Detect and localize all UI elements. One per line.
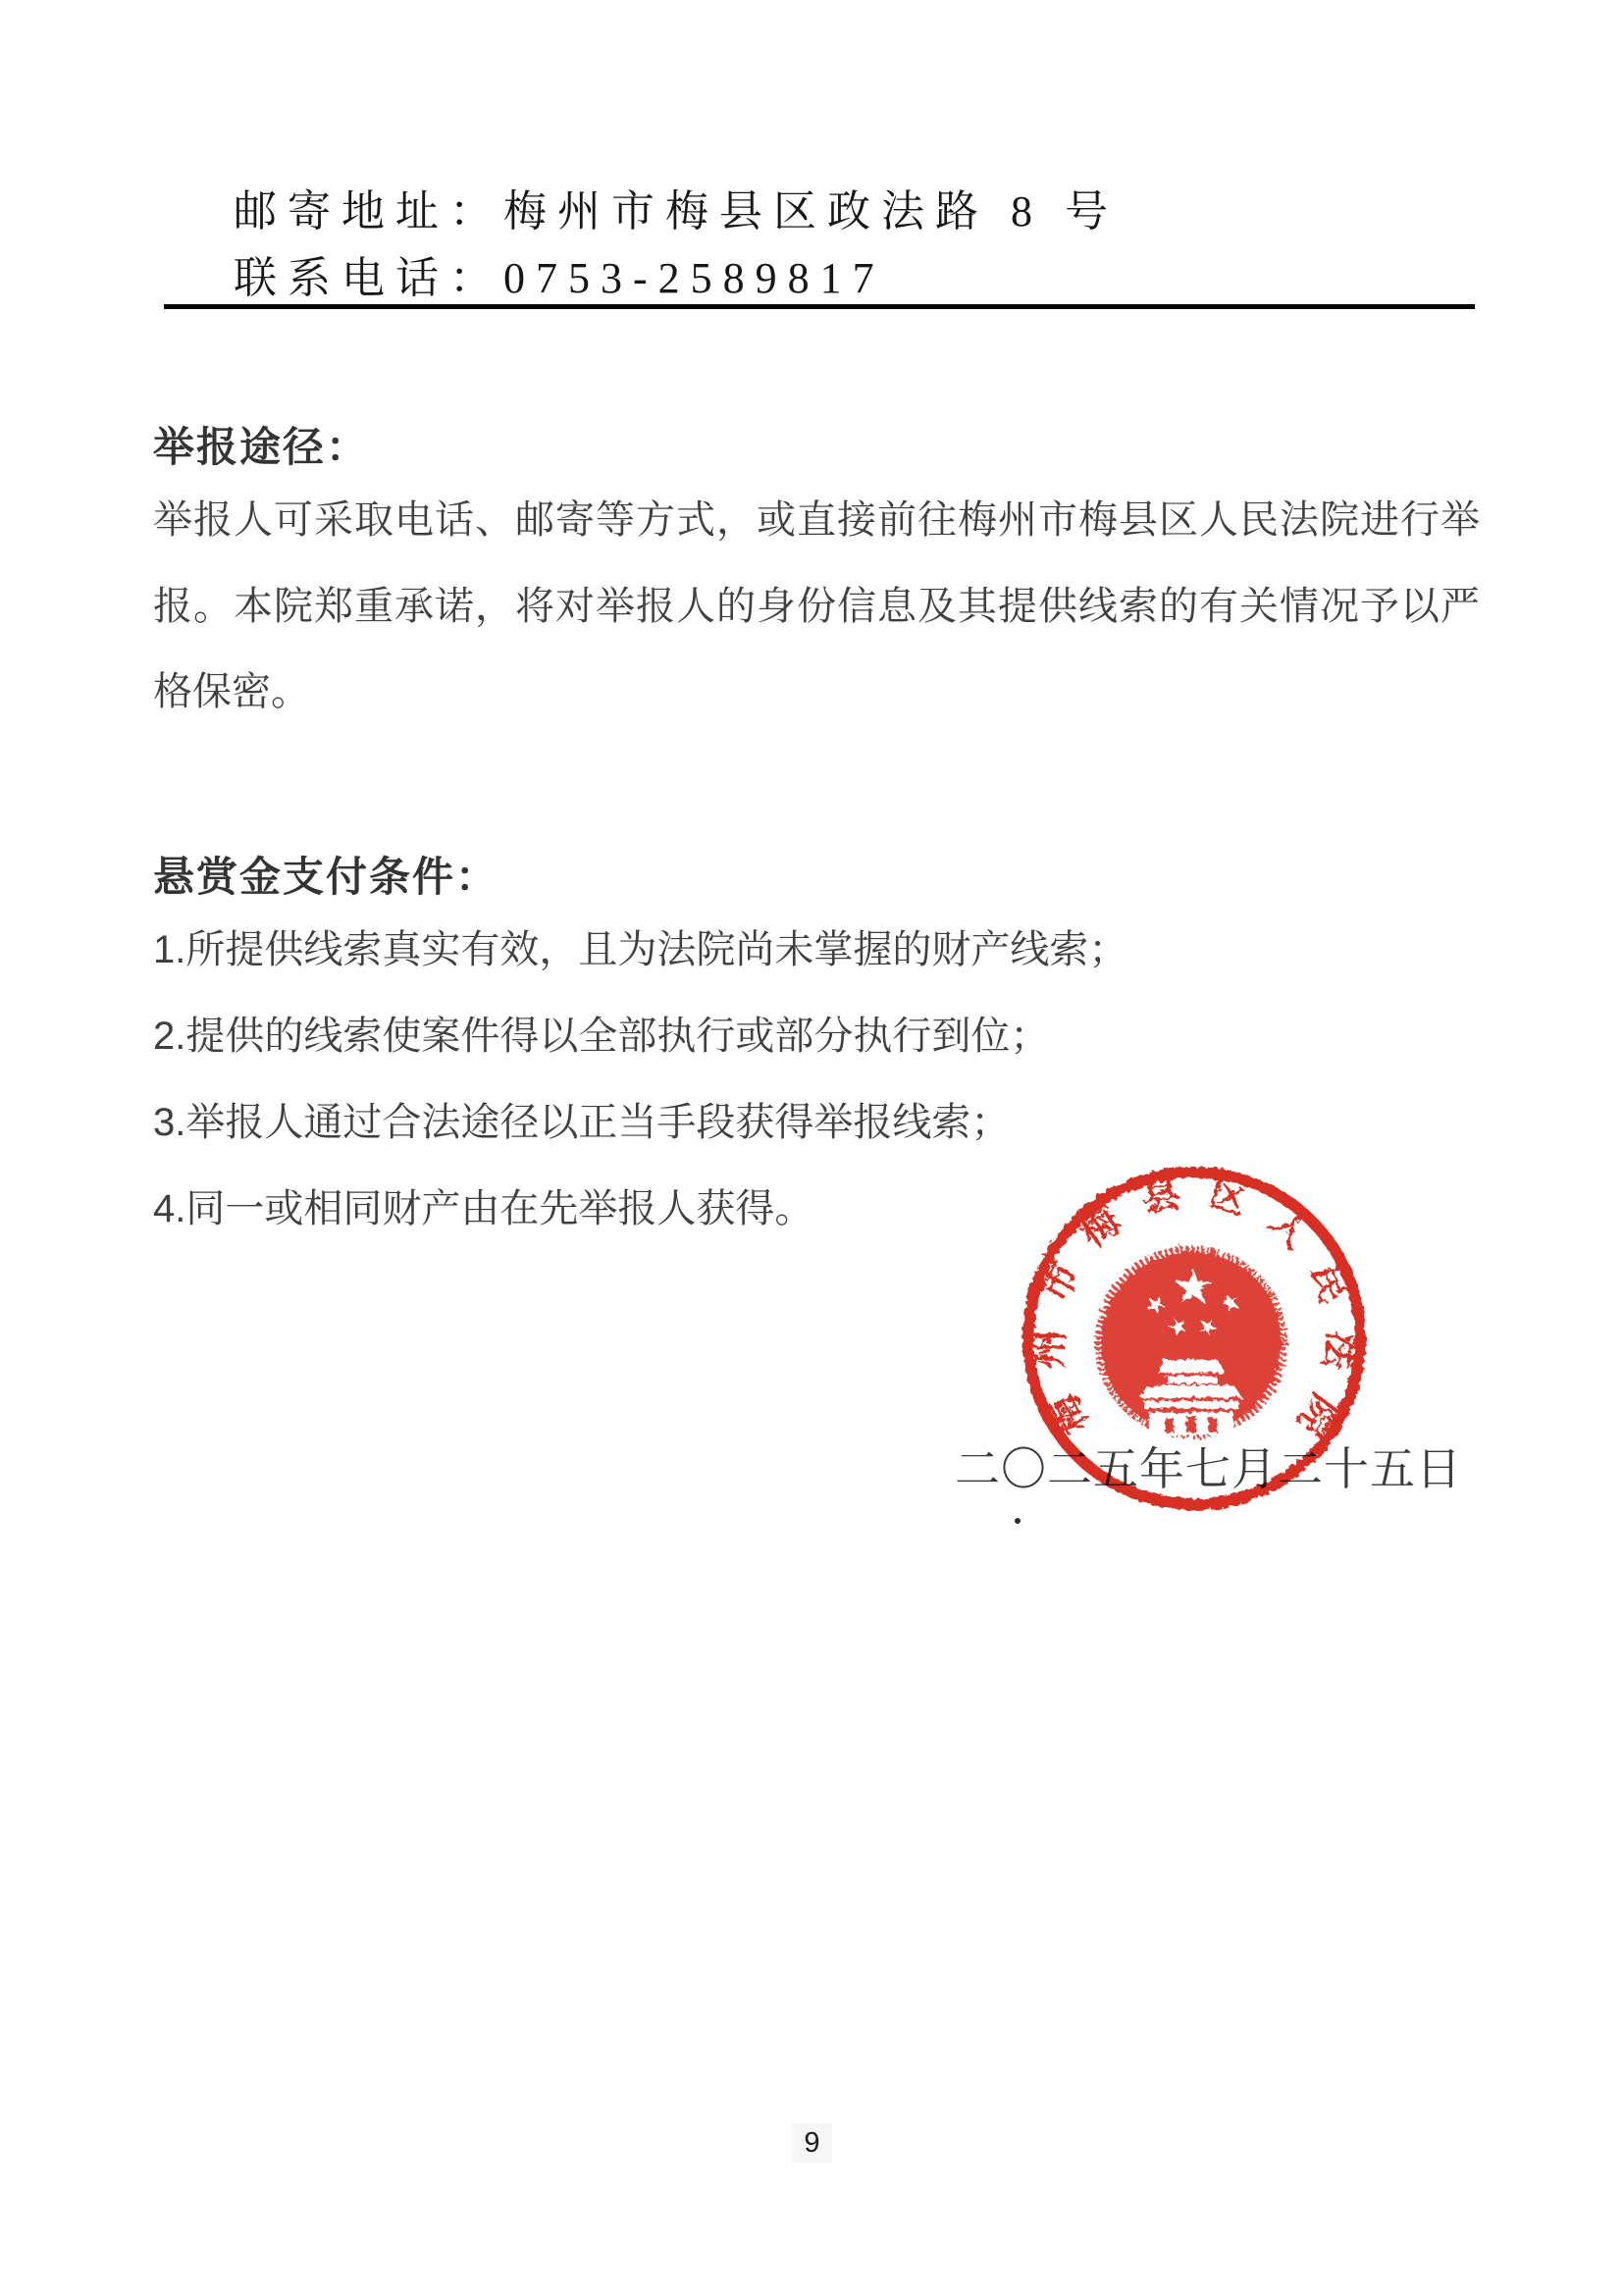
paragraph-line: 举报人可采取电话、邮寄等方式，或直接前往梅州市梅县区人民法院进行举 (153, 498, 1480, 542)
ink-dot (1015, 1518, 1021, 1524)
emblem-gates (1166, 1416, 1218, 1433)
contact-block (234, 179, 1119, 312)
list-item: 4.同一或相同财产由在先举报人获得。 (153, 1187, 814, 1230)
paragraph-line: 报。本院郑重承诺，将对举报人的身份信息及其提供线索的有关情况予以严 (153, 584, 1480, 628)
issue-date: 二〇二五年七月二十五日 (955, 1443, 1462, 1494)
report-channel-paragraph (153, 478, 1480, 736)
report-channel-heading: 举报途径： (153, 424, 370, 470)
mailing-address-line: 邮寄地址：梅州市梅县区政法路 8 号 (234, 187, 1119, 235)
list-item: 1.所提供线索真实有效，且为法院尚未掌握的财产线索； (153, 928, 1128, 971)
list-item: 2.提供的线索使案件得以全部执行或部分执行到位； (153, 1015, 1050, 1058)
horizontal-divider (164, 304, 1475, 309)
contact-phone-line: 联系电话：0753-2589817 (234, 254, 885, 302)
reward-conditions-heading: 悬赏金支付条件： (153, 854, 499, 900)
list-item: 3.举报人通过合法途径以正当手段获得举报线索； (153, 1101, 1011, 1144)
page-number: 9 (0, 2127, 1624, 2160)
paragraph-line: 格保密。 (153, 670, 310, 713)
seal-arc-label: 梅州市梅县区人民法院 (1027, 1170, 1363, 1463)
national-emblem-icon (1098, 1249, 1284, 1435)
